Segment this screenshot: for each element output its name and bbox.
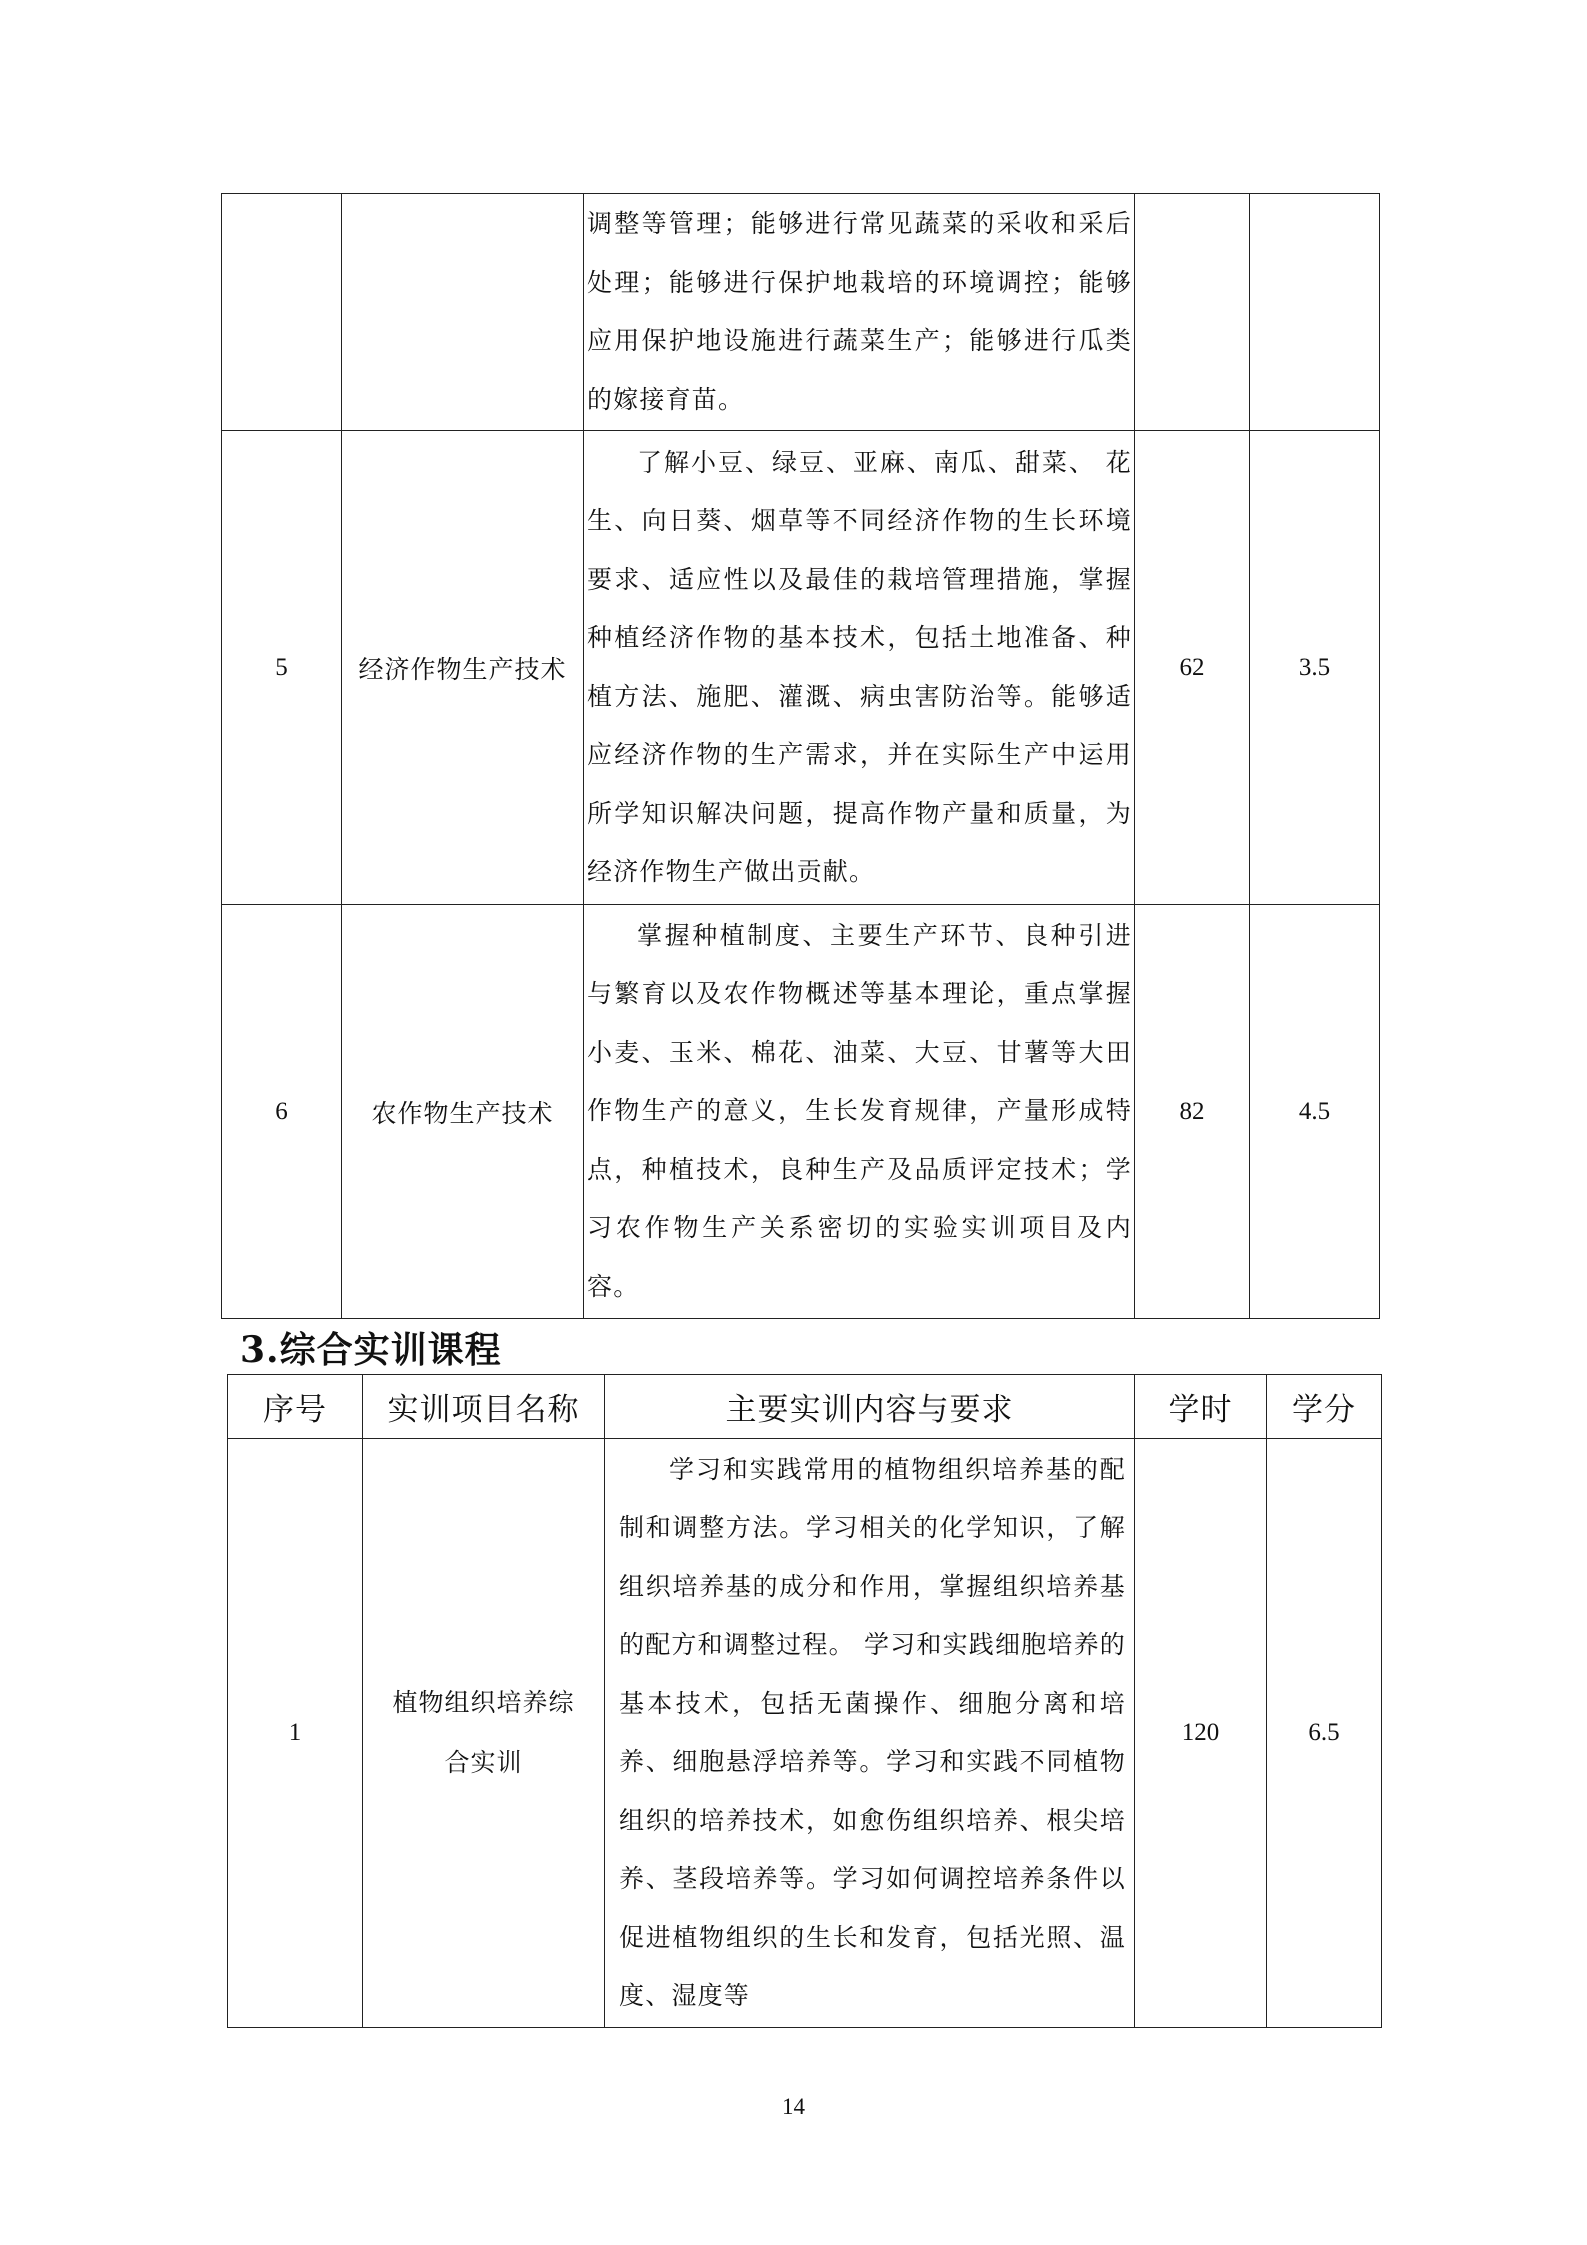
training-description-text: 学习和实践常用的植物组织培养基的配制和调整方法。学习相关的化学知识，了解组织培养基的成分和作用，掌握组织培养基的配方和调整过程。 学习和实践细胞培养的基本技术，包括无菌操作、细胞分离和培养、细胞悬浮培养等。学习和实践不同植物组织的培养技术，如愈伤组织培养、根尖培养、茎段培养等。学习如何调控培养条件以促进植物组织的生长和发育，包括光照、温度、湿度等 (619, 1454, 1126, 2010)
training-description (605, 1439, 1135, 2028)
table-row (228, 1439, 1382, 2028)
course-description-text: 调整等管理；能够进行常见蔬菜的采收和采后处理；能够进行保护地栽培的环境调控；能够应用保护地设施进行蔬菜生产；能够进行瓜类的嫁接育苗。 (587, 209, 1132, 414)
training-credits: 6.5 (1267, 1439, 1382, 2028)
header-index: 序号 (228, 1375, 363, 1439)
course-description-text: 掌握种植制度、主要生产环节、良种引进与繁育以及农作物概述等基本理论，重点掌握小麦、玉米、棉花、油菜、大豆、甘薯等大田作物生产的意义，生长发育规律，产量形成特点，种植技术，良种生产及品质评定技术；学习农作物生产关系密切的实验实训项目及内容。 (587, 920, 1132, 1301)
section-title: 3.综合实训课程 (240, 1329, 502, 1371)
row-index: 5 (222, 431, 342, 905)
row-index (222, 194, 342, 431)
row-index: 6 (222, 905, 342, 1319)
course-credits: 3.5 (1250, 431, 1380, 905)
course-description-text: 了解小豆、绿豆、亚麻、南瓜、甜菜、 花生、向日葵、烟草等不同经济作物的生长环境要求、适应性以及最佳的栽培管理措施，掌握种植经济作物的基本技术，包括土地准备、种植方法、施肥、灌溉、病虫害防治等。能够适应经济作物的生产需求，并在实际生产中运用所学知识解决问题，提高作物产量和质量，为经济作物生产做出贡献。 (587, 447, 1132, 886)
course-name: 农作物生产技术 (342, 905, 584, 1319)
course-hours (1135, 194, 1250, 431)
header-credits: 学分 (1267, 1375, 1382, 1439)
table-row (222, 194, 1380, 431)
course-credits (1250, 194, 1380, 431)
course-table-continued (221, 193, 1380, 1319)
table-header-row (228, 1375, 1382, 1439)
header-name: 实训项目名称 (363, 1375, 605, 1439)
course-hours: 82 (1135, 905, 1250, 1319)
course-name: 经济作物生产技术 (342, 431, 584, 905)
course-description (584, 905, 1135, 1319)
table-row (222, 905, 1380, 1319)
course-description (584, 431, 1135, 905)
training-name: 植物组织培养综合实训 (363, 1439, 605, 2028)
header-content: 主要实训内容与要求 (605, 1375, 1135, 1439)
training-hours: 120 (1135, 1439, 1267, 2028)
row-index: 1 (228, 1439, 363, 2028)
header-hours: 学时 (1135, 1375, 1267, 1439)
page-number: 14 (782, 2094, 805, 2119)
course-description (584, 194, 1135, 431)
course-hours: 62 (1135, 431, 1250, 905)
table-row (222, 431, 1380, 905)
course-credits: 4.5 (1250, 905, 1380, 1319)
course-name (342, 194, 584, 431)
training-table (227, 1374, 1382, 2028)
